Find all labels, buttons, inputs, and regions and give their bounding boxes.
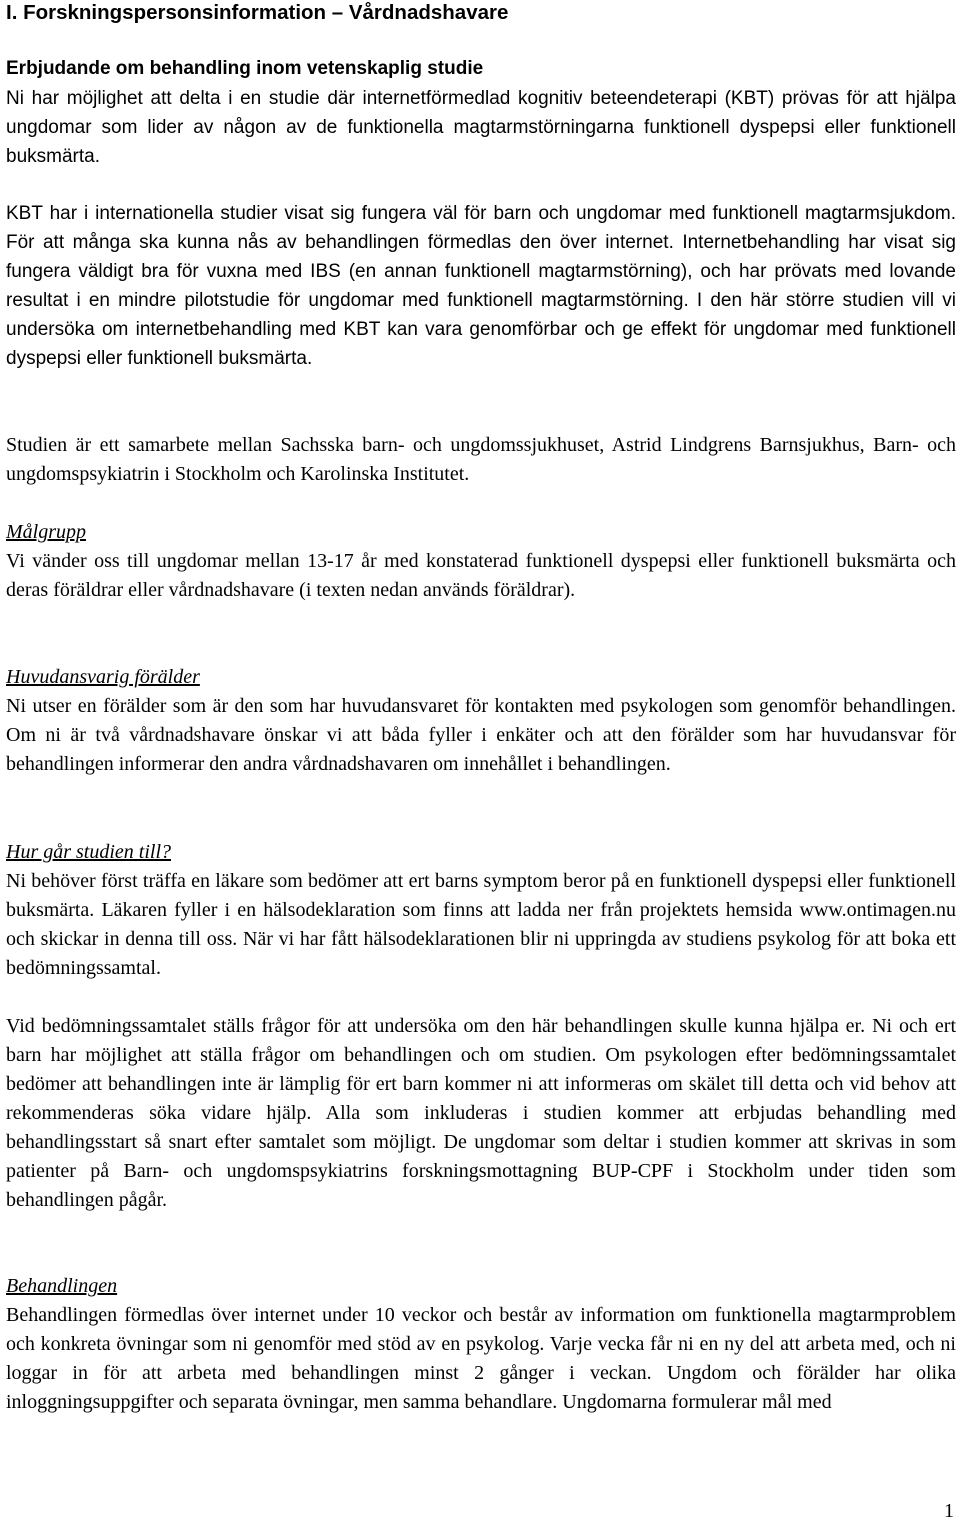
document-title: I. Forskningspersonsinformation – Vårdnadshavare — [6, 1, 509, 24]
intro-paragraph: Ni har möjlighet att delta i en studie där internetförmedlad kognitiv beteendeterapi (KBT) prövas för att hjälpa ungdomar som lider av någon av de funktionella magtarmstörningarna funktionell dyspepsi eller funktionell buksmärta. — [6, 88, 956, 167]
section-paragraph: Ni behöver först träffa en läkare som bedömer att ert barns symptom beror på en funktionell dyspepsi eller funktionell buksmärta. Läkaren fyller i en hälsodeklaration som finns att ladda ner från projektets hemsida www.ontimagen.nu och skickar in denna till oss. När vi har fått hälsodeklarationen blir ni uppringda av studiens psykolog för att boka ett bedömningssamtal. — [6, 870, 956, 979]
section-paragraph: Ni utser en förälder som är den som har huvudansvaret för kontakten med psykologen som genomför behandlingen. Om ni är två vårdnadshavare önskar vi att båda fyller i enkäter och att den förälder som har huvudansvar för behandlingen informerar den andra vårdnadshavaren om innehållet i behandlingen. — [6, 695, 956, 775]
section-paragraph: Behandlingen förmedlas över internet under 10 veckor och består av information om funktionella magtarmproblem och konkreta övningar som ni genomför med stöd av en psykolog. Varje vecka får ni en ny del att arbeta med, och ni loggar in för att arbeta med behandlingen minst 2 gånger i veckan. Ungdom och förälder har olika inloggningsuppgifter och separata övningar, men samma behandlare. Ungdomarna formulerar mål med — [6, 1304, 956, 1413]
kbt-paragraph: KBT har i internationella studier visat sig fungera väl för barn och ungdomar med funktionell magtarmsjukdom. För att många ska kunna nås av behandlingen förmedlas den över internet. Internetbehandling har visat sig fungera väldigt bra för vuxna med IBS (en annan funktionell magtarmstörning), och har prövats med lovande resultat i en mindre pilotstudie för ungdomar med funktionell magtarmstörning. I den här större studien vill vi undersöka om internetbehandling med KBT kan vara genomförbar och ge effekt för ungdomar med funktionell dyspepsi eller funktionell buksmärta. — [6, 203, 956, 369]
section-paragraph: Vi vänder oss till ungdomar mellan 13-17 år med konstaterad funktionell dyspepsi eller funktionell buksmärta och deras föräldrar eller vårdnadshavare (i texten nedan används föräldrar). — [6, 550, 956, 601]
section-huvudansvarig — [6, 663, 956, 779]
section-paragraph: Vid bedömningssamtalet ställs frågor för att undersöka om den här behandlingen skulle kunna hjälpa er. Ni och ert barn har möjlighet att ställa frågor om behandlingen och om studien. Om psykologen efter bedömningssamtalet bedömer att behandlingen inte är lämplig för ert barn kommer ni att informeras om skälet till detta och vid behov att rekommenderas söka vidare hjälp. Alla som inkluderas i studien kommer att erbjudas behandling med behandlingsstart så snart efter samtalet som möjligt. De ungdomar som deltar i studien kommer att skrivas in som patienter på Barn- och ungdomspsykiatrins forskningsmottagning BUP-CPF i Stockholm under tiden som behandlingen pågår. — [6, 1015, 956, 1211]
page-number: 1 — [944, 1500, 954, 1522]
section-heading: Huvudansvarig förälder — [6, 666, 200, 688]
section-behandlingen — [6, 1272, 956, 1417]
section-hur-gar-studien — [6, 838, 956, 1215]
document-subtitle: Erbjudande om behandling inom vetenskaplig studie — [6, 58, 484, 79]
section-malgrupp — [6, 518, 956, 605]
section-heading: Hur går studien till? — [6, 841, 172, 863]
collaboration-paragraph: Studien är ett samarbete mellan Sachsska barn- och ungdomssjukhuset, Astrid Lindgrens Barnsjukhus, Barn- och ungdomspsykiatrin i Stockholm och Karolinska Institutet. — [6, 434, 956, 485]
section-heading: Behandlingen — [6, 1275, 118, 1297]
section-heading: Målgrupp — [6, 521, 86, 543]
